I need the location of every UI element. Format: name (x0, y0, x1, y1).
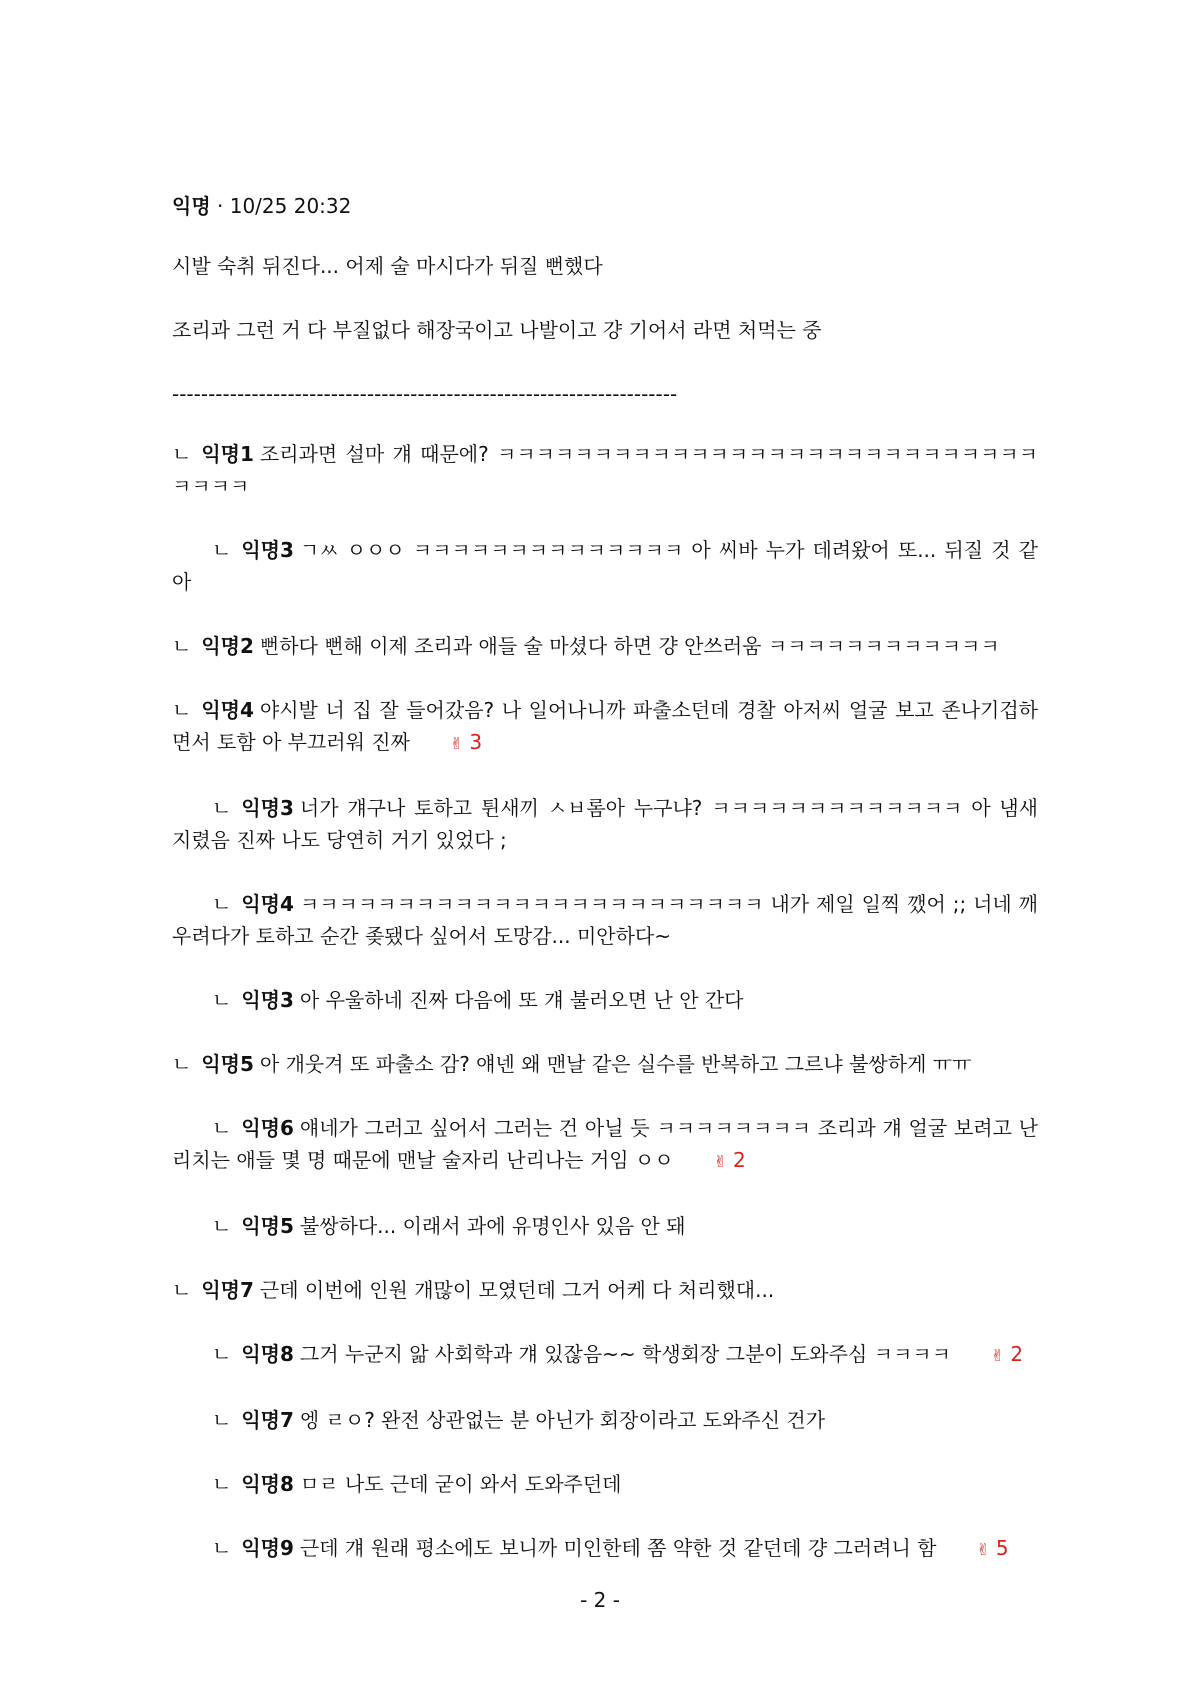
reply-mark: ㄴ (212, 892, 232, 916)
comment-text: 엥 ㄹㅇ? 완전 상관없는 분 아닌가 회장이라고 도와주신 건가 (299, 1408, 826, 1432)
comment-nickname: 익명4 (241, 892, 294, 916)
post-header (172, 190, 1038, 222)
post-datetime: 10/25 20:32 (229, 194, 352, 218)
comment-nickname: 익명3 (241, 538, 294, 562)
comment-text: 조리과면 설마 걔 때문에? ㅋㅋㅋㅋㅋㅋㅋㅋㅋㅋㅋㅋㅋㅋㅋㅋㅋㅋㅋㅋㅋㅋㅋㅋㅋㅋㅋㅋㅋㅋㅋㅋ (172, 442, 1038, 498)
reply-mark: ㄴ (212, 1116, 232, 1140)
like-number: 5 (995, 1536, 1009, 1560)
comment-text: 너가 걔구나 토하고 튄새끼 ㅅㅂ롬아 누구냐? ㅋㅋㅋㅋㅋㅋㅋㅋㅋㅋㅋㅋㅋ 아 냄새 지렸음 진짜 나도 당연히 거기 있었다 ; (172, 796, 1038, 852)
thumbs-up-icon: ✌ (449, 734, 464, 753)
reply-mark: ㄴ (172, 698, 192, 722)
comment-text: 근데 이번에 인원 개많이 모였던데 그거 어케 다 처리했대... (259, 1278, 775, 1302)
comment-text: 그거 누군지 앎 사회학과 걔 있잖음~~ 학생회장 그분이 도와주심 ㅋㅋㅋㅋ (299, 1342, 951, 1366)
reply-mark: ㄴ (212, 538, 232, 562)
like-count (714, 1148, 746, 1172)
comment-text: 야시발 너 집 잘 들어갔음? 나 일어나니까 파출소던데 경찰 아저씨 얼굴 보고 존나기겁하면서 토함 아 부끄러워 진짜 (172, 698, 1038, 754)
like-count (976, 1536, 1008, 1560)
divider-line: ---------------------------------------------------------------------- (172, 382, 678, 406)
comment-nickname: 익명9 (241, 1536, 294, 1560)
comment-item (172, 792, 1038, 856)
reply-mark: ㄴ (212, 1342, 232, 1366)
comment-item (172, 694, 1038, 760)
thumbs-up-icon: ✌ (990, 1346, 1005, 1365)
header-separator: · (217, 194, 224, 218)
thumbs-up-icon: ✌ (713, 1152, 727, 1171)
reply-mark: ㄴ (172, 634, 192, 658)
comment-text: ㄱㅆ ㅇㅇㅇ ㅋㅋㅋㅋㅋㅋㅋㅋㅋㅋㅋㅋㅋㅋ 아 씨바 누가 데려왔어 또... 뒤질 것 같아 (172, 538, 1038, 594)
comment-nickname: 익명4 (201, 698, 254, 722)
comment-nickname: 익명8 (241, 1472, 294, 1496)
like-number: 3 (469, 730, 483, 754)
page-number: - 2 - (580, 1588, 620, 1612)
comment-text: 아 우울하네 진짜 다음에 또 걔 불러오면 난 안 간다 (299, 988, 744, 1012)
comment-nickname: 익명5 (241, 1214, 294, 1238)
reply-mark: ㄴ (172, 1052, 192, 1076)
comment-item (172, 1338, 1038, 1372)
comment-item (172, 1274, 1038, 1306)
comment-text: 불쌍하다... 이래서 과에 유명인사 있음 안 돼 (299, 1214, 686, 1238)
like-number: 2 (1010, 1342, 1024, 1366)
reply-mark: ㄴ (212, 988, 232, 1012)
comment-item (172, 1048, 1038, 1080)
reply-mark: ㄴ (212, 1408, 232, 1432)
comment-nickname: 익명3 (241, 988, 294, 1012)
like-count (991, 1342, 1023, 1366)
reply-mark: ㄴ (212, 1214, 232, 1238)
comment-nickname: 익명7 (241, 1408, 294, 1432)
comment-text: 아 개웃겨 또 파출소 감? 얘넨 왜 맨날 같은 실수를 반복하고 그르냐 불쌍하게 ㅠㅠ (259, 1052, 972, 1076)
comment-nickname: 익명7 (201, 1278, 254, 1302)
comment-text: 얘네가 그러고 싶어서 그러는 건 아닐 듯 ㅋㅋㅋㅋㅋㅋㅋㅋ 조리과 걔 얼굴 보려고 난리치는 애들 몇 명 때문에 맨날 술자리 난리나는 거임 ㅇㅇ (172, 1116, 1038, 1172)
comment-text: ㅁㄹ 나도 근데 굳이 와서 도와주던데 (299, 1472, 622, 1496)
post-paragraph: 조리과 그런 거 다 부질없다 해장국이고 나발이고 걍 기어서 라면 처먹는 중 (172, 318, 822, 342)
comment-item (172, 888, 1038, 952)
like-count (450, 730, 482, 754)
reply-mark: ㄴ (212, 1472, 232, 1496)
comment-item (172, 984, 1038, 1016)
comment-item (172, 630, 1038, 662)
post-author: 익명 (172, 194, 211, 218)
thumbs-up-icon: ✌ (976, 1540, 990, 1559)
comment-item (172, 534, 1038, 598)
reply-mark: ㄴ (172, 1278, 192, 1302)
document-page (172, 190, 1038, 1598)
comment-nickname: 익명1 (201, 442, 254, 466)
comment-item (172, 1532, 1038, 1566)
reply-mark: ㄴ (212, 1536, 232, 1560)
reply-mark: ㄴ (172, 442, 192, 466)
like-number: 2 (732, 1148, 746, 1172)
comment-nickname: 익명2 (201, 634, 254, 658)
comment-nickname: 익명3 (241, 796, 294, 820)
comment-item (172, 1112, 1038, 1178)
comment-item (172, 1468, 1038, 1500)
comment-text: ㅋㅋㅋㅋㅋㅋㅋㅋㅋㅋㅋㅋㅋㅋㅋㅋㅋㅋㅋㅋㅋㅋㅋㅋ 내가 제일 일찍 깼어 ;; 너네 깨우려다가 토하고 순간 좆됐다 싶어서 도망감... 미안하다~ (172, 892, 1038, 948)
comment-nickname: 익명6 (241, 1116, 294, 1140)
comment-text: 근데 걔 원래 평소에도 보니까 미인한테 쫌 약한 것 같던데 걍 그러려니 함 (299, 1536, 937, 1560)
comment-list (172, 438, 1038, 1566)
comment-item (172, 438, 1038, 502)
comment-nickname: 익명5 (201, 1052, 254, 1076)
comment-item (172, 1210, 1038, 1242)
post-paragraph: 시발 숙취 뒤진다... 어제 술 마시다가 뒤질 뻔했다 (172, 254, 603, 278)
reply-mark: ㄴ (212, 796, 232, 820)
comment-nickname: 익명8 (241, 1342, 294, 1366)
comment-item (172, 1404, 1038, 1436)
comment-text: 뻔하다 뻔해 이제 조리과 애들 술 마셨다 하면 걍 안쓰러움 ㅋㅋㅋㅋㅋㅋㅋㅋㅋㅋㅋㅋ (259, 634, 1000, 658)
